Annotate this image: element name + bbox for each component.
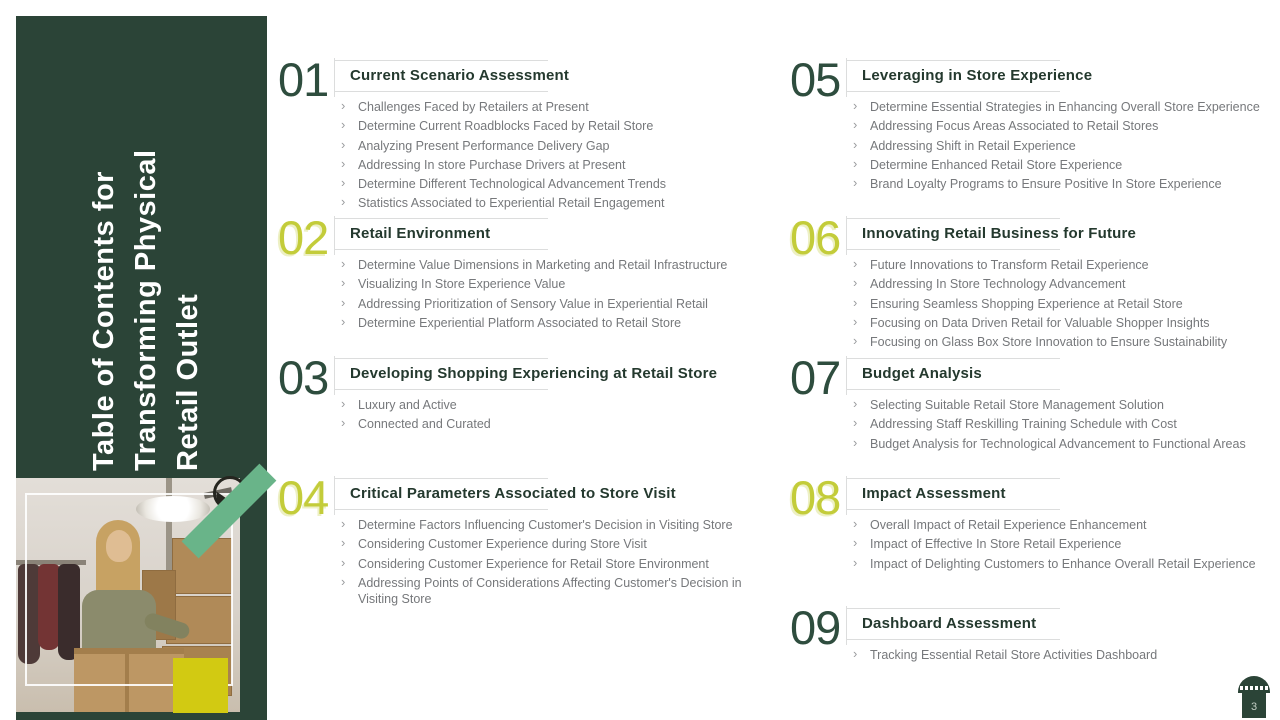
rule-line (846, 91, 1060, 92)
rule-line (846, 358, 1060, 359)
section-item-list (846, 397, 1268, 452)
rule-line (334, 91, 548, 92)
section-number: 03 (278, 351, 329, 404)
toc-item: › Future Innovations to Transform Retail Experience (846, 257, 1268, 273)
section-item-list (846, 517, 1268, 572)
section-title: Retail Environment (350, 225, 491, 242)
toc-item: › Budget Analysis for Technological Advancement to Functional Areas (846, 436, 1268, 452)
toc-item: › Addressing In store Purchase Drivers at Present (334, 157, 756, 173)
slide-number-badge (1238, 676, 1270, 718)
toc-section (790, 471, 1268, 575)
toc-section (278, 53, 756, 215)
section-item-list (846, 647, 1268, 663)
rule-line (334, 249, 548, 250)
toc-item: › Tracking Essential Retail Store Activities Dashboard (846, 647, 1268, 663)
section-item-list (334, 99, 756, 212)
toc-section (278, 211, 756, 334)
rule-line (846, 608, 1060, 609)
toc-item: › Determine Different Technological Advancement Trends (334, 176, 756, 192)
slide-title-line: Retail Outlet (172, 293, 205, 471)
toc-section (278, 471, 756, 610)
toc-item: › Challenges Faced by Retailers at Present (334, 99, 756, 115)
section-number: 07 (790, 351, 841, 404)
rule-line (846, 60, 1060, 61)
toc-section (790, 601, 1268, 666)
rule-line (334, 218, 548, 219)
slide-number: 3 (1242, 693, 1266, 718)
storefront-icon (1238, 676, 1270, 693)
section-number: 05 (790, 53, 841, 106)
toc-item: › Determine Experiential Platform Associated to Retail Store (334, 315, 756, 331)
section-item-list (846, 99, 1268, 192)
toc-item: › Luxury and Active (334, 397, 756, 413)
yellow-square-accent (173, 658, 228, 713)
rule-line (846, 218, 1060, 219)
toc-section (790, 351, 1268, 455)
toc-item: › Determine Enhanced Retail Store Experience (846, 157, 1268, 173)
toc-item: › Visualizing In Store Experience Value (334, 276, 756, 292)
toc-item: › Focusing on Data Driven Retail for Valuable Shopper Insights (846, 315, 1268, 331)
toc-item: › Determine Factors Influencing Customer's Decision in Visiting Store (334, 517, 756, 533)
toc-item: › Ensuring Seamless Shopping Experience at Retail Store (846, 296, 1268, 312)
toc-item: › Addressing Focus Areas Associated to Retail Stores (846, 118, 1268, 134)
toc-item: › Determine Value Dimensions in Marketing and Retail Infrastructure (334, 257, 756, 273)
slide-title-vertical (83, 59, 217, 471)
slide-title-line: Table of Contents for (88, 171, 120, 471)
toc-item: › Considering Customer Experience for Retail Store Environment (334, 556, 756, 572)
rule-line (846, 478, 1060, 479)
toc-item: › Addressing Prioritization of Sensory Value in Experiential Retail (334, 296, 756, 312)
toc-column-right (790, 0, 1268, 720)
section-title: Leveraging in Store Experience (862, 67, 1093, 84)
toc-item: › Analyzing Present Performance Delivery Gap (334, 138, 756, 154)
section-number: 01 (278, 53, 329, 106)
toc-item: › Selecting Suitable Retail Store Management Solution (846, 397, 1268, 413)
toc-item: › Addressing In Store Technology Advancement (846, 276, 1268, 292)
section-item-list (334, 257, 756, 331)
section-item-list (334, 517, 756, 607)
section-number: 08 (790, 471, 841, 524)
toc-section (278, 351, 756, 436)
rule-line (334, 60, 548, 61)
toc-item: › Considering Customer Experience during Store Visit (334, 536, 756, 552)
toc-item: › Focusing on Glass Box Store Innovation to Ensure Sustainability (846, 334, 1268, 350)
rule-line (846, 639, 1060, 640)
section-title: Critical Parameters Associated to Store Visit (350, 485, 676, 502)
rule-line (846, 249, 1060, 250)
rule-line (334, 509, 548, 510)
toc-item: › Statistics Associated to Experiential Retail Engagement (334, 195, 756, 211)
section-title: Budget Analysis (862, 365, 982, 382)
toc-item: › Addressing Points of Considerations Affecting Customer's Decision in Visiting Store (334, 575, 756, 608)
section-title: Current Scenario Assessment (350, 67, 570, 84)
section-number: 02 (278, 211, 329, 264)
rule-line (334, 358, 548, 359)
toc-item: › Addressing Staff Reskilling Training Schedule with Cost (846, 416, 1268, 432)
toc-item: › Determine Essential Strategies in Enhancing Overall Store Experience (846, 99, 1268, 115)
toc-item: › Brand Loyalty Programs to Ensure Positive In Store Experience (846, 176, 1268, 192)
sidebar-panel (16, 16, 267, 720)
slide-title-line: Transforming Physical (130, 149, 163, 471)
toc-section (790, 211, 1268, 353)
rule-line (334, 389, 548, 390)
toc-item: › Addressing Shift in Retail Experience (846, 138, 1268, 154)
toc-column-left (278, 0, 756, 720)
section-number: 09 (790, 601, 841, 654)
section-title: Developing Shopping Experiencing at Retail Store (350, 365, 718, 382)
rule-line (846, 509, 1060, 510)
toc-section (790, 53, 1268, 195)
section-item-list (846, 257, 1268, 350)
toc-item: › Impact of Effective In Store Retail Experience (846, 536, 1268, 552)
section-title: Dashboard Assessment (862, 615, 1037, 632)
toc-item: › Impact of Delighting Customers to Enhance Overall Retail Experience (846, 556, 1268, 572)
section-title: Innovating Retail Business for Future (862, 225, 1137, 242)
section-number: 06 (790, 211, 841, 264)
toc-item: › Determine Current Roadblocks Faced by Retail Store (334, 118, 756, 134)
toc-item: › Overall Impact of Retail Experience Enhancement (846, 517, 1268, 533)
rule-line (846, 389, 1060, 390)
rule-line (334, 478, 548, 479)
section-title: Impact Assessment (862, 485, 1006, 502)
section-item-list (334, 397, 756, 433)
toc-item: › Connected and Curated (334, 416, 756, 432)
section-number: 04 (278, 471, 329, 524)
